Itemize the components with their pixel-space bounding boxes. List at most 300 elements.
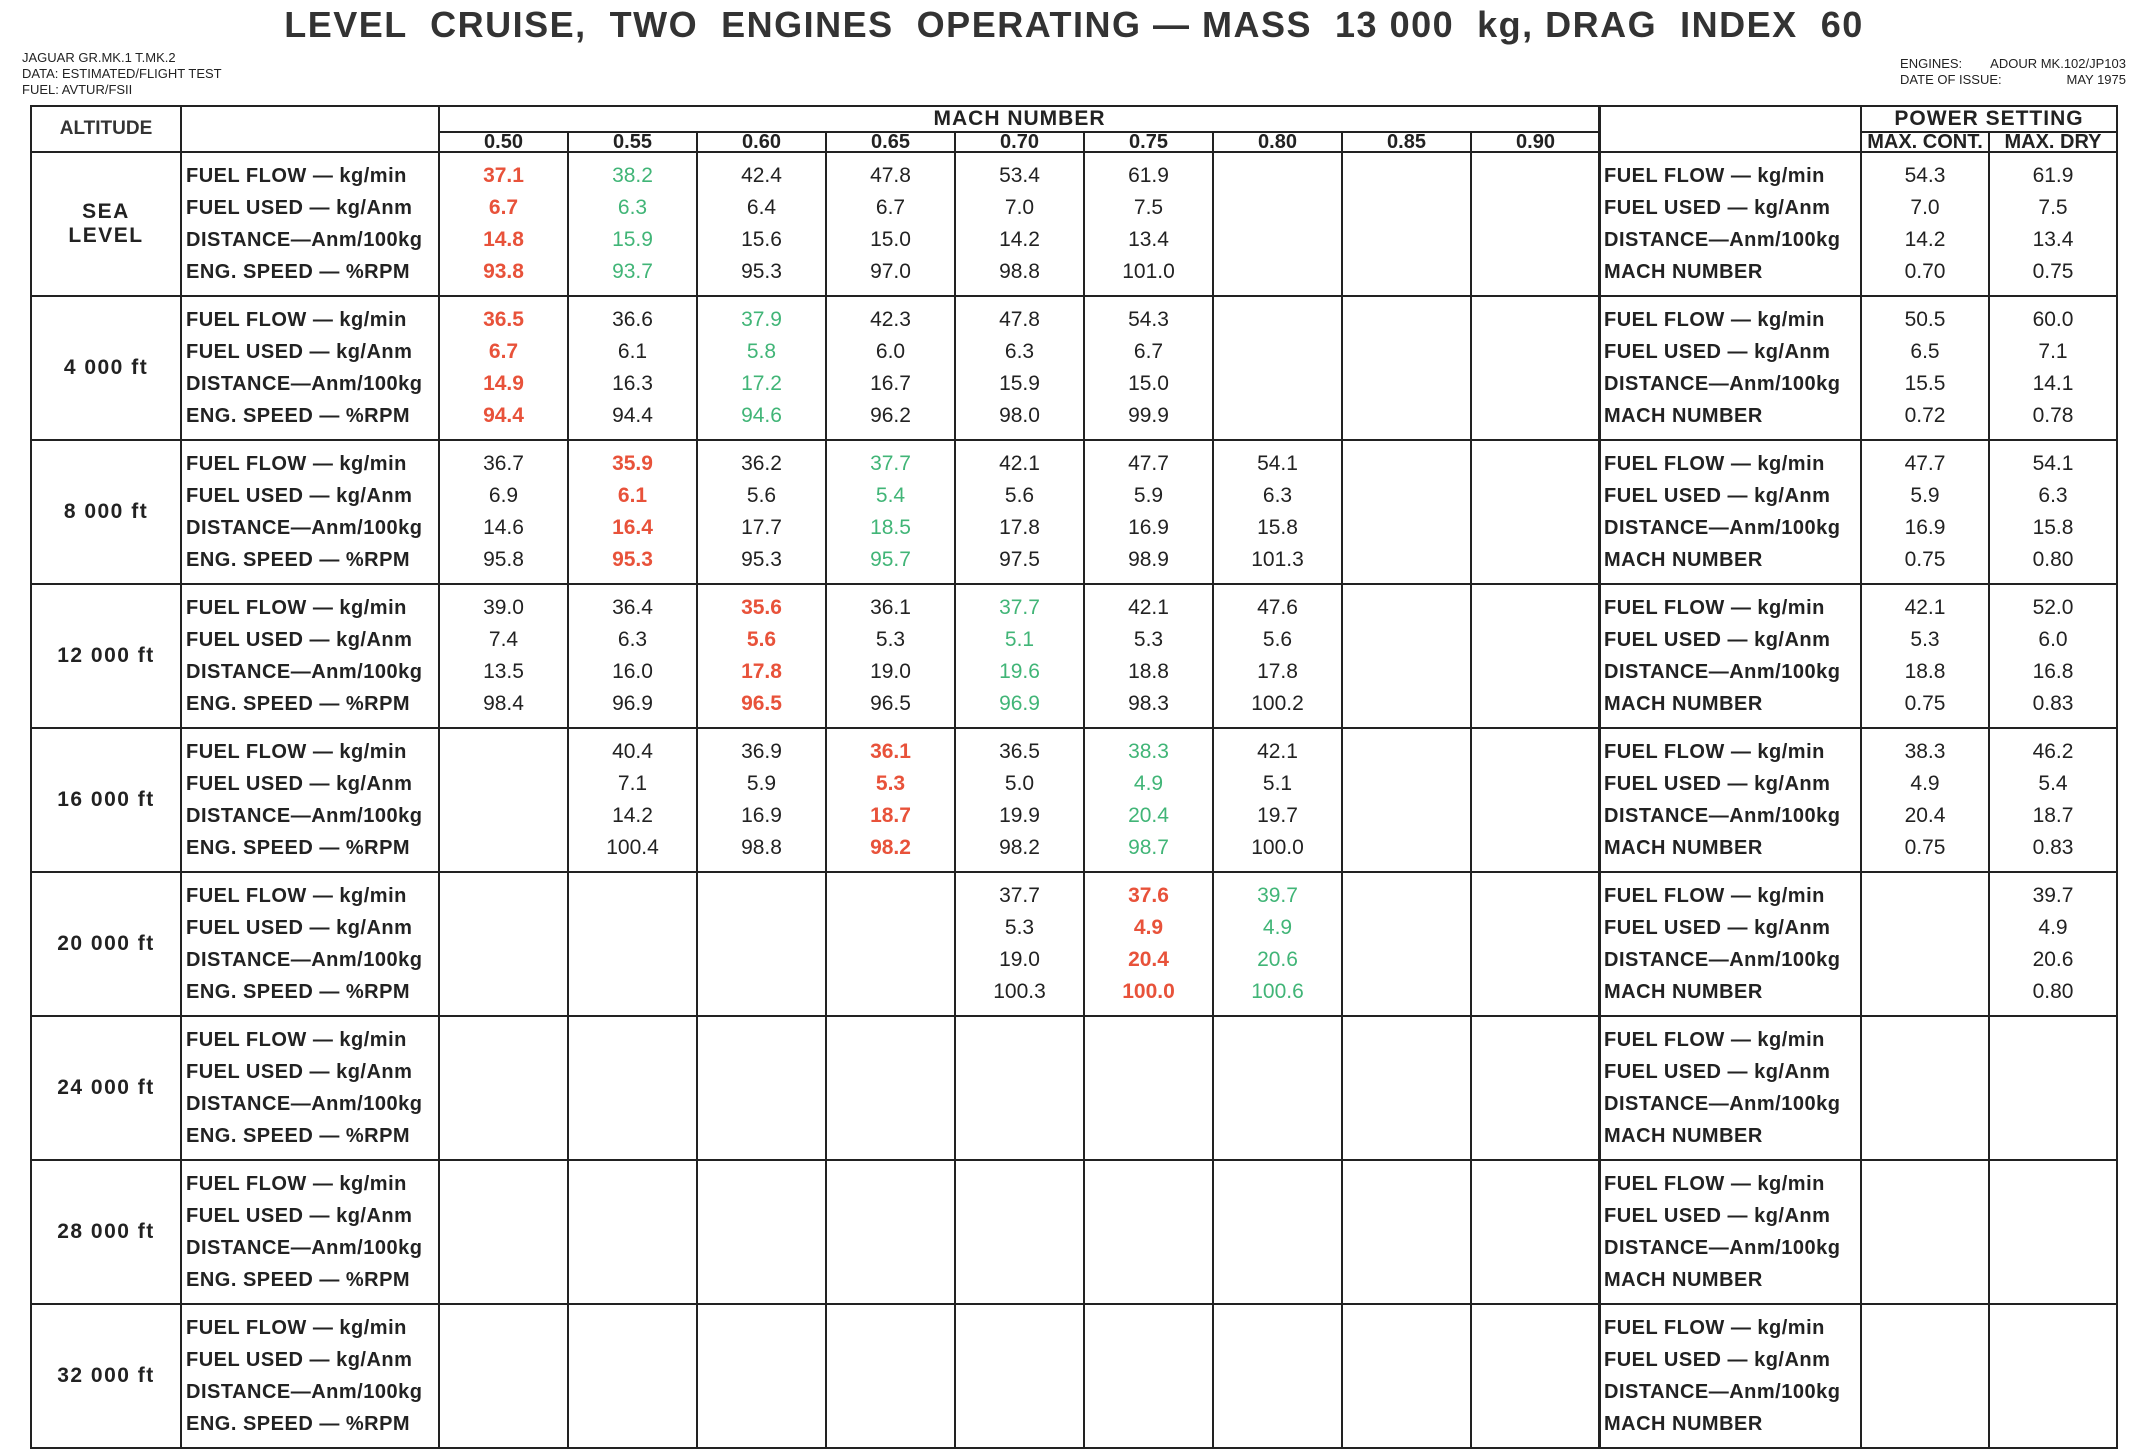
power-cell xyxy=(1989,728,2117,872)
mach-cell xyxy=(1084,584,1213,728)
power-row-label: MACH NUMBER xyxy=(1604,1125,1763,1147)
power-value: 18.7 xyxy=(2032,804,2074,827)
row-label: DISTANCE—Anm/100kg xyxy=(186,229,423,251)
power-cell xyxy=(1989,872,2117,1016)
power-cell xyxy=(1989,1016,2117,1160)
power-row-label: FUEL FLOW — kg/min xyxy=(1604,309,1825,331)
cell-value: 20.4 xyxy=(1128,804,1169,827)
cell-value: 18.8 xyxy=(1128,660,1169,683)
mach-cell xyxy=(1213,1016,1342,1160)
mach-cell xyxy=(697,872,826,1016)
row-label: FUEL FLOW — kg/min xyxy=(186,453,407,475)
cell-value: 17.2 xyxy=(741,372,782,395)
cell-value: 53.4 xyxy=(999,164,1040,187)
mach-cell xyxy=(1213,872,1342,1016)
power-row-label: DISTANCE—Anm/100kg xyxy=(1604,1381,1841,1403)
power-row-label: MACH NUMBER xyxy=(1604,549,1763,571)
cell-value: 7.5 xyxy=(1133,196,1164,219)
cell-value: 37.9 xyxy=(741,308,782,331)
mach-cell xyxy=(1213,584,1342,728)
row-label: FUEL FLOW — kg/min xyxy=(186,309,407,331)
cell-value: 100.6 xyxy=(1251,980,1304,1003)
altitude-row xyxy=(31,296,1600,440)
cell-value: 7.1 xyxy=(617,772,648,795)
cell-value: 47.6 xyxy=(1257,596,1298,619)
altitude-label: 4 000 ft xyxy=(31,296,181,440)
power-cell xyxy=(1861,728,1989,872)
cell-value: 36.9 xyxy=(741,740,782,763)
cell-value: 6.7 xyxy=(1133,340,1164,363)
cell-value: 19.7 xyxy=(1257,804,1298,827)
mach-cell xyxy=(439,1304,568,1448)
cell-value: 100.0 xyxy=(1251,836,1304,859)
cell-value: 4.9 xyxy=(1133,916,1164,939)
power-row-label: FUEL USED — kg/Anm xyxy=(1604,197,1831,219)
power-value: 7.1 xyxy=(2038,340,2068,363)
cell-value: 37.7 xyxy=(870,452,911,475)
cell-value: 47.7 xyxy=(1128,452,1169,475)
cell-value: 98.8 xyxy=(999,260,1040,283)
power-row xyxy=(1599,584,2117,728)
cell-value: 20.6 xyxy=(1257,948,1298,971)
mach-cell xyxy=(568,1304,697,1448)
power-cell xyxy=(1989,1160,2117,1304)
cell-value: 35.6 xyxy=(741,596,782,619)
cell-value: 96.2 xyxy=(870,404,911,427)
row-label: DISTANCE—Anm/100kg xyxy=(186,1093,423,1115)
power-cell xyxy=(1989,1304,2117,1448)
cell-value: 15.0 xyxy=(870,228,911,251)
row-label: DISTANCE—Anm/100kg xyxy=(186,1237,423,1259)
cell-value: 96.9 xyxy=(612,692,653,715)
cell-value: 18.7 xyxy=(870,804,911,827)
cell-value: 19.6 xyxy=(999,660,1040,683)
mach-cell xyxy=(1213,728,1342,872)
cell-value: 100.2 xyxy=(1251,692,1304,715)
row-label: FUEL USED — kg/Anm xyxy=(186,773,413,795)
power-cell xyxy=(1989,296,2117,440)
mach-cell xyxy=(826,728,955,872)
mach-column-header: 0.80 xyxy=(1213,132,1342,152)
altitude-label: 12 000 ft xyxy=(31,584,181,728)
row-labels xyxy=(181,1016,439,1160)
cell-value: 18.5 xyxy=(870,516,911,539)
mach-cell xyxy=(1342,440,1471,584)
page-title: LEVEL CRUISE, TWO ENGINES OPERATING — MASS 13 000 kg, DRAG INDEX 60 xyxy=(284,4,1864,45)
mach-cell xyxy=(955,584,1084,728)
cell-value: 42.1 xyxy=(999,452,1040,475)
row-label: FUEL USED — kg/Anm xyxy=(186,197,413,219)
mach-cell xyxy=(568,872,697,1016)
power-row-label: DISTANCE—Anm/100kg xyxy=(1604,1237,1841,1259)
power-row xyxy=(1599,1160,2117,1304)
mach-column-header: 0.90 xyxy=(1471,132,1600,152)
cell-value: 54.1 xyxy=(1257,452,1298,475)
cell-value: 16.9 xyxy=(1128,516,1169,539)
power-row-label: FUEL FLOW — kg/min xyxy=(1604,597,1825,619)
cruise-table xyxy=(30,105,1601,1449)
data-line: DATA: ESTIMATED/FLIGHT TEST xyxy=(22,66,222,81)
cell-value: 100.0 xyxy=(1122,980,1175,1003)
cell-value: 16.0 xyxy=(612,660,653,683)
cell-value: 6.4 xyxy=(746,196,777,219)
row-labels xyxy=(181,1160,439,1304)
power-value: 39.7 xyxy=(2032,884,2074,907)
power-row-label: FUEL USED — kg/Anm xyxy=(1604,341,1831,363)
mach-cell xyxy=(826,296,955,440)
power-row-label: MACH NUMBER xyxy=(1604,693,1763,715)
cell-value: 6.1 xyxy=(617,484,648,507)
mach-cell xyxy=(955,728,1084,872)
cell-value: 36.5 xyxy=(999,740,1040,763)
cell-value: 14.6 xyxy=(483,516,524,539)
mach-cell xyxy=(697,1016,826,1160)
altitude-row xyxy=(31,1304,1600,1448)
cell-value: 6.1 xyxy=(617,340,648,363)
cell-value: 5.8 xyxy=(746,340,777,363)
cell-value: 47.8 xyxy=(870,164,911,187)
power-row-label: MACH NUMBER xyxy=(1604,261,1763,283)
cell-value: 17.7 xyxy=(741,516,782,539)
power-value: 7.5 xyxy=(2038,196,2068,219)
power-column-header: MAX. CONT. xyxy=(1861,132,1989,152)
cell-value: 36.1 xyxy=(870,740,911,763)
altitude-label: SEA LEVEL xyxy=(31,152,181,296)
mach-cell xyxy=(1471,872,1600,1016)
cell-value: 5.6 xyxy=(746,484,777,507)
power-value: 60.0 xyxy=(2032,308,2074,331)
cell-value: 15.9 xyxy=(999,372,1040,395)
mach-cell xyxy=(439,728,568,872)
cell-value: 98.2 xyxy=(870,836,911,859)
mach-cell xyxy=(1342,872,1471,1016)
power-cell xyxy=(1861,296,1989,440)
power-row-label: FUEL USED — kg/Anm xyxy=(1604,773,1831,795)
mach-cell xyxy=(955,296,1084,440)
mach-cell xyxy=(955,1016,1084,1160)
cell-value: 35.9 xyxy=(612,452,653,475)
power-value: 6.3 xyxy=(2038,484,2068,507)
row-labels xyxy=(181,1304,439,1448)
cell-value: 95.8 xyxy=(483,548,524,571)
mach-cell xyxy=(1471,1016,1600,1160)
mach-cell xyxy=(1213,296,1342,440)
cell-value: 98.8 xyxy=(741,836,782,859)
mach-cell xyxy=(1084,1160,1213,1304)
altitude-label: 20 000 ft xyxy=(31,872,181,1016)
cell-value: 36.1 xyxy=(870,596,911,619)
power-row-label: MACH NUMBER xyxy=(1604,981,1763,1003)
label-header xyxy=(181,106,439,152)
row-labels xyxy=(181,152,439,296)
row-label: DISTANCE—Anm/100kg xyxy=(186,949,423,971)
cell-value: 98.4 xyxy=(483,692,524,715)
power-row-label: FUEL FLOW — kg/min xyxy=(1604,1317,1825,1339)
cell-value: 36.6 xyxy=(612,308,653,331)
altitude-row xyxy=(31,152,1600,296)
altitude-label: 32 000 ft xyxy=(31,1304,181,1448)
power-row-label: FUEL FLOW — kg/min xyxy=(1604,1173,1825,1195)
power-row-label: FUEL USED — kg/Anm xyxy=(1604,629,1831,651)
power-row-label: FUEL FLOW — kg/min xyxy=(1604,741,1825,763)
mach-cell xyxy=(1471,584,1600,728)
cell-value: 47.8 xyxy=(999,308,1040,331)
power-row-label: FUEL USED — kg/Anm xyxy=(1604,485,1831,507)
row-label: ENG. SPEED — %RPM xyxy=(186,261,411,283)
power-value: 61.9 xyxy=(2032,164,2074,187)
row-label: ENG. SPEED — %RPM xyxy=(186,549,411,571)
power-row-labels xyxy=(1599,1304,1861,1448)
altitude-label: 8 000 ft xyxy=(31,440,181,584)
cell-value: 16.3 xyxy=(612,372,653,395)
power-row-label: FUEL FLOW — kg/min xyxy=(1604,453,1825,475)
power-row-label: DISTANCE—Anm/100kg xyxy=(1604,805,1841,827)
mach-cell xyxy=(568,1016,697,1160)
power-row-label: DISTANCE—Anm/100kg xyxy=(1604,661,1841,683)
cell-value: 13.4 xyxy=(1128,228,1169,251)
cell-value: 16.9 xyxy=(741,804,782,827)
altitude-row xyxy=(31,728,1600,872)
row-label: DISTANCE—Anm/100kg xyxy=(186,661,423,683)
row-label: ENG. SPEED — %RPM xyxy=(186,981,411,1003)
power-row-label: FUEL FLOW — kg/min xyxy=(1604,1029,1825,1051)
cell-value: 94.4 xyxy=(483,404,524,427)
altitude-row xyxy=(31,1016,1600,1160)
row-label: ENG. SPEED — %RPM xyxy=(186,693,411,715)
power-row-label: FUEL USED — kg/Anm xyxy=(1604,1061,1831,1083)
cell-value: 15.6 xyxy=(741,228,782,251)
mach-cell xyxy=(697,1304,826,1448)
cell-value: 93.7 xyxy=(612,260,653,283)
cell-value: 15.9 xyxy=(612,228,653,251)
mach-cell xyxy=(568,728,697,872)
mach-cell xyxy=(568,296,697,440)
row-label: FUEL USED — kg/Anm xyxy=(186,629,413,651)
mach-column-header: 0.75 xyxy=(1084,132,1213,152)
cell-value: 37.6 xyxy=(1128,884,1169,907)
power-row-labels xyxy=(1599,872,1861,1016)
power-row-labels xyxy=(1599,584,1861,728)
cell-value: 5.4 xyxy=(875,484,906,507)
row-label: FUEL FLOW — kg/min xyxy=(186,741,407,763)
power-value: 54.3 xyxy=(1904,164,1946,187)
cell-value: 7.0 xyxy=(1004,196,1035,219)
power-value: 15.8 xyxy=(2032,516,2074,539)
row-label: FUEL USED — kg/Anm xyxy=(186,917,413,939)
power-value: 13.4 xyxy=(2032,228,2074,251)
mach-cell xyxy=(1084,728,1213,872)
cell-value: 14.2 xyxy=(999,228,1040,251)
mach-number-header: MACH NUMBER xyxy=(439,106,1600,132)
power-cell xyxy=(1861,1016,1989,1160)
power-value: 4.9 xyxy=(1910,772,1940,795)
row-labels xyxy=(181,584,439,728)
power-value: 20.4 xyxy=(1904,804,1946,827)
row-label: FUEL FLOW — kg/min xyxy=(186,1029,407,1051)
engine-info xyxy=(1900,56,2126,88)
cell-value: 42.3 xyxy=(870,308,911,331)
power-value: 5.4 xyxy=(2038,772,2068,795)
engines-label: ENGINES: xyxy=(1900,56,1963,71)
cell-value: 5.3 xyxy=(875,628,906,651)
cell-value: 93.8 xyxy=(483,260,524,283)
power-row-label: DISTANCE—Anm/100kg xyxy=(1604,949,1841,971)
mach-cell xyxy=(1342,1016,1471,1160)
power-row-labels xyxy=(1599,152,1861,296)
cell-value: 36.4 xyxy=(612,596,653,619)
cell-value: 5.6 xyxy=(1262,628,1293,651)
cell-value: 19.0 xyxy=(870,660,911,683)
power-row xyxy=(1599,440,2117,584)
mach-cell xyxy=(1471,440,1600,584)
power-cell xyxy=(1861,1160,1989,1304)
power-cell xyxy=(1989,584,2117,728)
power-cell xyxy=(1861,1304,1989,1448)
mach-cell xyxy=(439,296,568,440)
cell-value: 14.8 xyxy=(483,228,524,251)
cell-value: 94.6 xyxy=(741,404,782,427)
cell-value: 100.4 xyxy=(606,836,659,859)
power-value: 18.8 xyxy=(1904,660,1946,683)
power-column-header: MAX. DRY xyxy=(1989,132,2117,152)
row-label: FUEL FLOW — kg/min xyxy=(186,885,407,907)
power-value: 15.5 xyxy=(1904,372,1946,395)
cell-value: 5.9 xyxy=(746,772,777,795)
cell-value: 5.3 xyxy=(1004,916,1035,939)
mach-column-header: 0.70 xyxy=(955,132,1084,152)
row-label: ENG. SPEED — %RPM xyxy=(186,1125,411,1147)
power-value: 16.9 xyxy=(1904,516,1946,539)
power-row-labels xyxy=(1599,440,1861,584)
cell-value: 54.3 xyxy=(1128,308,1169,331)
mach-cell xyxy=(826,152,955,296)
mach-cell xyxy=(1342,1160,1471,1304)
power-value: 0.75 xyxy=(1904,836,1946,859)
cell-value: 15.0 xyxy=(1128,372,1169,395)
cell-value: 5.0 xyxy=(1004,772,1035,795)
mach-cell xyxy=(1084,152,1213,296)
cell-value: 6.3 xyxy=(1004,340,1035,363)
mach-cell xyxy=(1342,728,1471,872)
power-value: 0.80 xyxy=(2032,548,2074,571)
power-row xyxy=(1599,872,2117,1016)
mach-cell xyxy=(568,1160,697,1304)
mach-cell xyxy=(439,152,568,296)
cell-value: 6.7 xyxy=(488,340,519,363)
cell-value: 19.9 xyxy=(999,804,1040,827)
power-cell xyxy=(1989,152,2117,296)
mach-cell xyxy=(1084,872,1213,1016)
mach-cell xyxy=(1471,296,1600,440)
mach-cell xyxy=(439,440,568,584)
power-value: 0.75 xyxy=(2032,260,2074,283)
power-value: 0.83 xyxy=(2032,692,2074,715)
mach-cell xyxy=(697,728,826,872)
power-value: 7.0 xyxy=(1910,196,1940,219)
power-row-label: MACH NUMBER xyxy=(1604,1413,1763,1435)
mach-cell xyxy=(1084,440,1213,584)
cell-value: 38.3 xyxy=(1128,740,1169,763)
cell-value: 36.7 xyxy=(483,452,524,475)
mach-cell xyxy=(568,584,697,728)
power-value: 14.1 xyxy=(2032,372,2074,395)
mach-column-header: 0.60 xyxy=(697,132,826,152)
cell-value: 14.2 xyxy=(612,804,653,827)
row-label: FUEL USED — kg/Anm xyxy=(186,1061,413,1083)
row-label: DISTANCE—Anm/100kg xyxy=(186,517,423,539)
mach-column-header: 0.50 xyxy=(439,132,568,152)
cell-value: 98.9 xyxy=(1128,548,1169,571)
row-label: FUEL FLOW — kg/min xyxy=(186,1173,407,1195)
power-cell xyxy=(1861,872,1989,1016)
power-row-label: DISTANCE—Anm/100kg xyxy=(1604,517,1841,539)
mach-cell xyxy=(826,1160,955,1304)
row-label: DISTANCE—Anm/100kg xyxy=(186,1381,423,1403)
power-cell xyxy=(1989,440,2117,584)
mach-column-header: 0.85 xyxy=(1342,132,1471,152)
row-labels xyxy=(181,296,439,440)
power-row xyxy=(1599,728,2117,872)
row-label: DISTANCE—Anm/100kg xyxy=(186,373,423,395)
power-row-label: MACH NUMBER xyxy=(1604,837,1763,859)
mach-cell xyxy=(955,1304,1084,1448)
mach-column-header: 0.55 xyxy=(568,132,697,152)
row-label: ENG. SPEED — %RPM xyxy=(186,837,411,859)
fuel-line: FUEL: AVTUR/FSII xyxy=(22,82,133,97)
power-row-labels xyxy=(1599,1160,1861,1304)
cell-value: 97.5 xyxy=(999,548,1040,571)
power-row-label: DISTANCE—Anm/100kg xyxy=(1604,1093,1841,1115)
mach-cell xyxy=(1471,1160,1600,1304)
mach-cell xyxy=(697,1160,826,1304)
power-row xyxy=(1599,1304,2117,1448)
mach-cell xyxy=(826,1304,955,1448)
cell-value: 39.0 xyxy=(483,596,524,619)
row-label: DISTANCE—Anm/100kg xyxy=(186,805,423,827)
cell-value: 96.9 xyxy=(999,692,1040,715)
power-row-label: FUEL USED — kg/Anm xyxy=(1604,1205,1831,1227)
cell-value: 4.9 xyxy=(1262,916,1293,939)
date-value: MAY 1975 xyxy=(2066,72,2126,87)
cell-value: 98.3 xyxy=(1128,692,1169,715)
altitude-label: 24 000 ft xyxy=(31,1016,181,1160)
power-row-label: FUEL FLOW — kg/min xyxy=(1604,165,1825,187)
mach-cell xyxy=(439,1160,568,1304)
cell-value: 5.6 xyxy=(746,628,777,651)
row-labels xyxy=(181,440,439,584)
engines-value: ADOUR MK.102/JP103 xyxy=(1990,56,2126,71)
cell-value: 17.8 xyxy=(741,660,782,683)
altitude-label: 16 000 ft xyxy=(31,728,181,872)
power-value: 16.8 xyxy=(2032,660,2074,683)
mach-cell xyxy=(1213,440,1342,584)
cell-value: 17.8 xyxy=(999,516,1040,539)
mach-cell xyxy=(1213,1160,1342,1304)
cell-value: 100.3 xyxy=(993,980,1046,1003)
mach-cell xyxy=(568,440,697,584)
cell-value: 96.5 xyxy=(741,692,782,715)
cell-value: 5.3 xyxy=(875,772,906,795)
cell-value: 94.4 xyxy=(612,404,653,427)
cell-value: 101.0 xyxy=(1122,260,1175,283)
cell-value: 37.7 xyxy=(999,596,1040,619)
cell-value: 97.0 xyxy=(870,260,911,283)
altitude-header: ALTITUDE xyxy=(31,106,181,152)
power-row-labels xyxy=(1599,1016,1861,1160)
cell-value: 40.4 xyxy=(612,740,653,763)
cell-value: 98.0 xyxy=(999,404,1040,427)
power-value: 0.78 xyxy=(2032,404,2074,427)
